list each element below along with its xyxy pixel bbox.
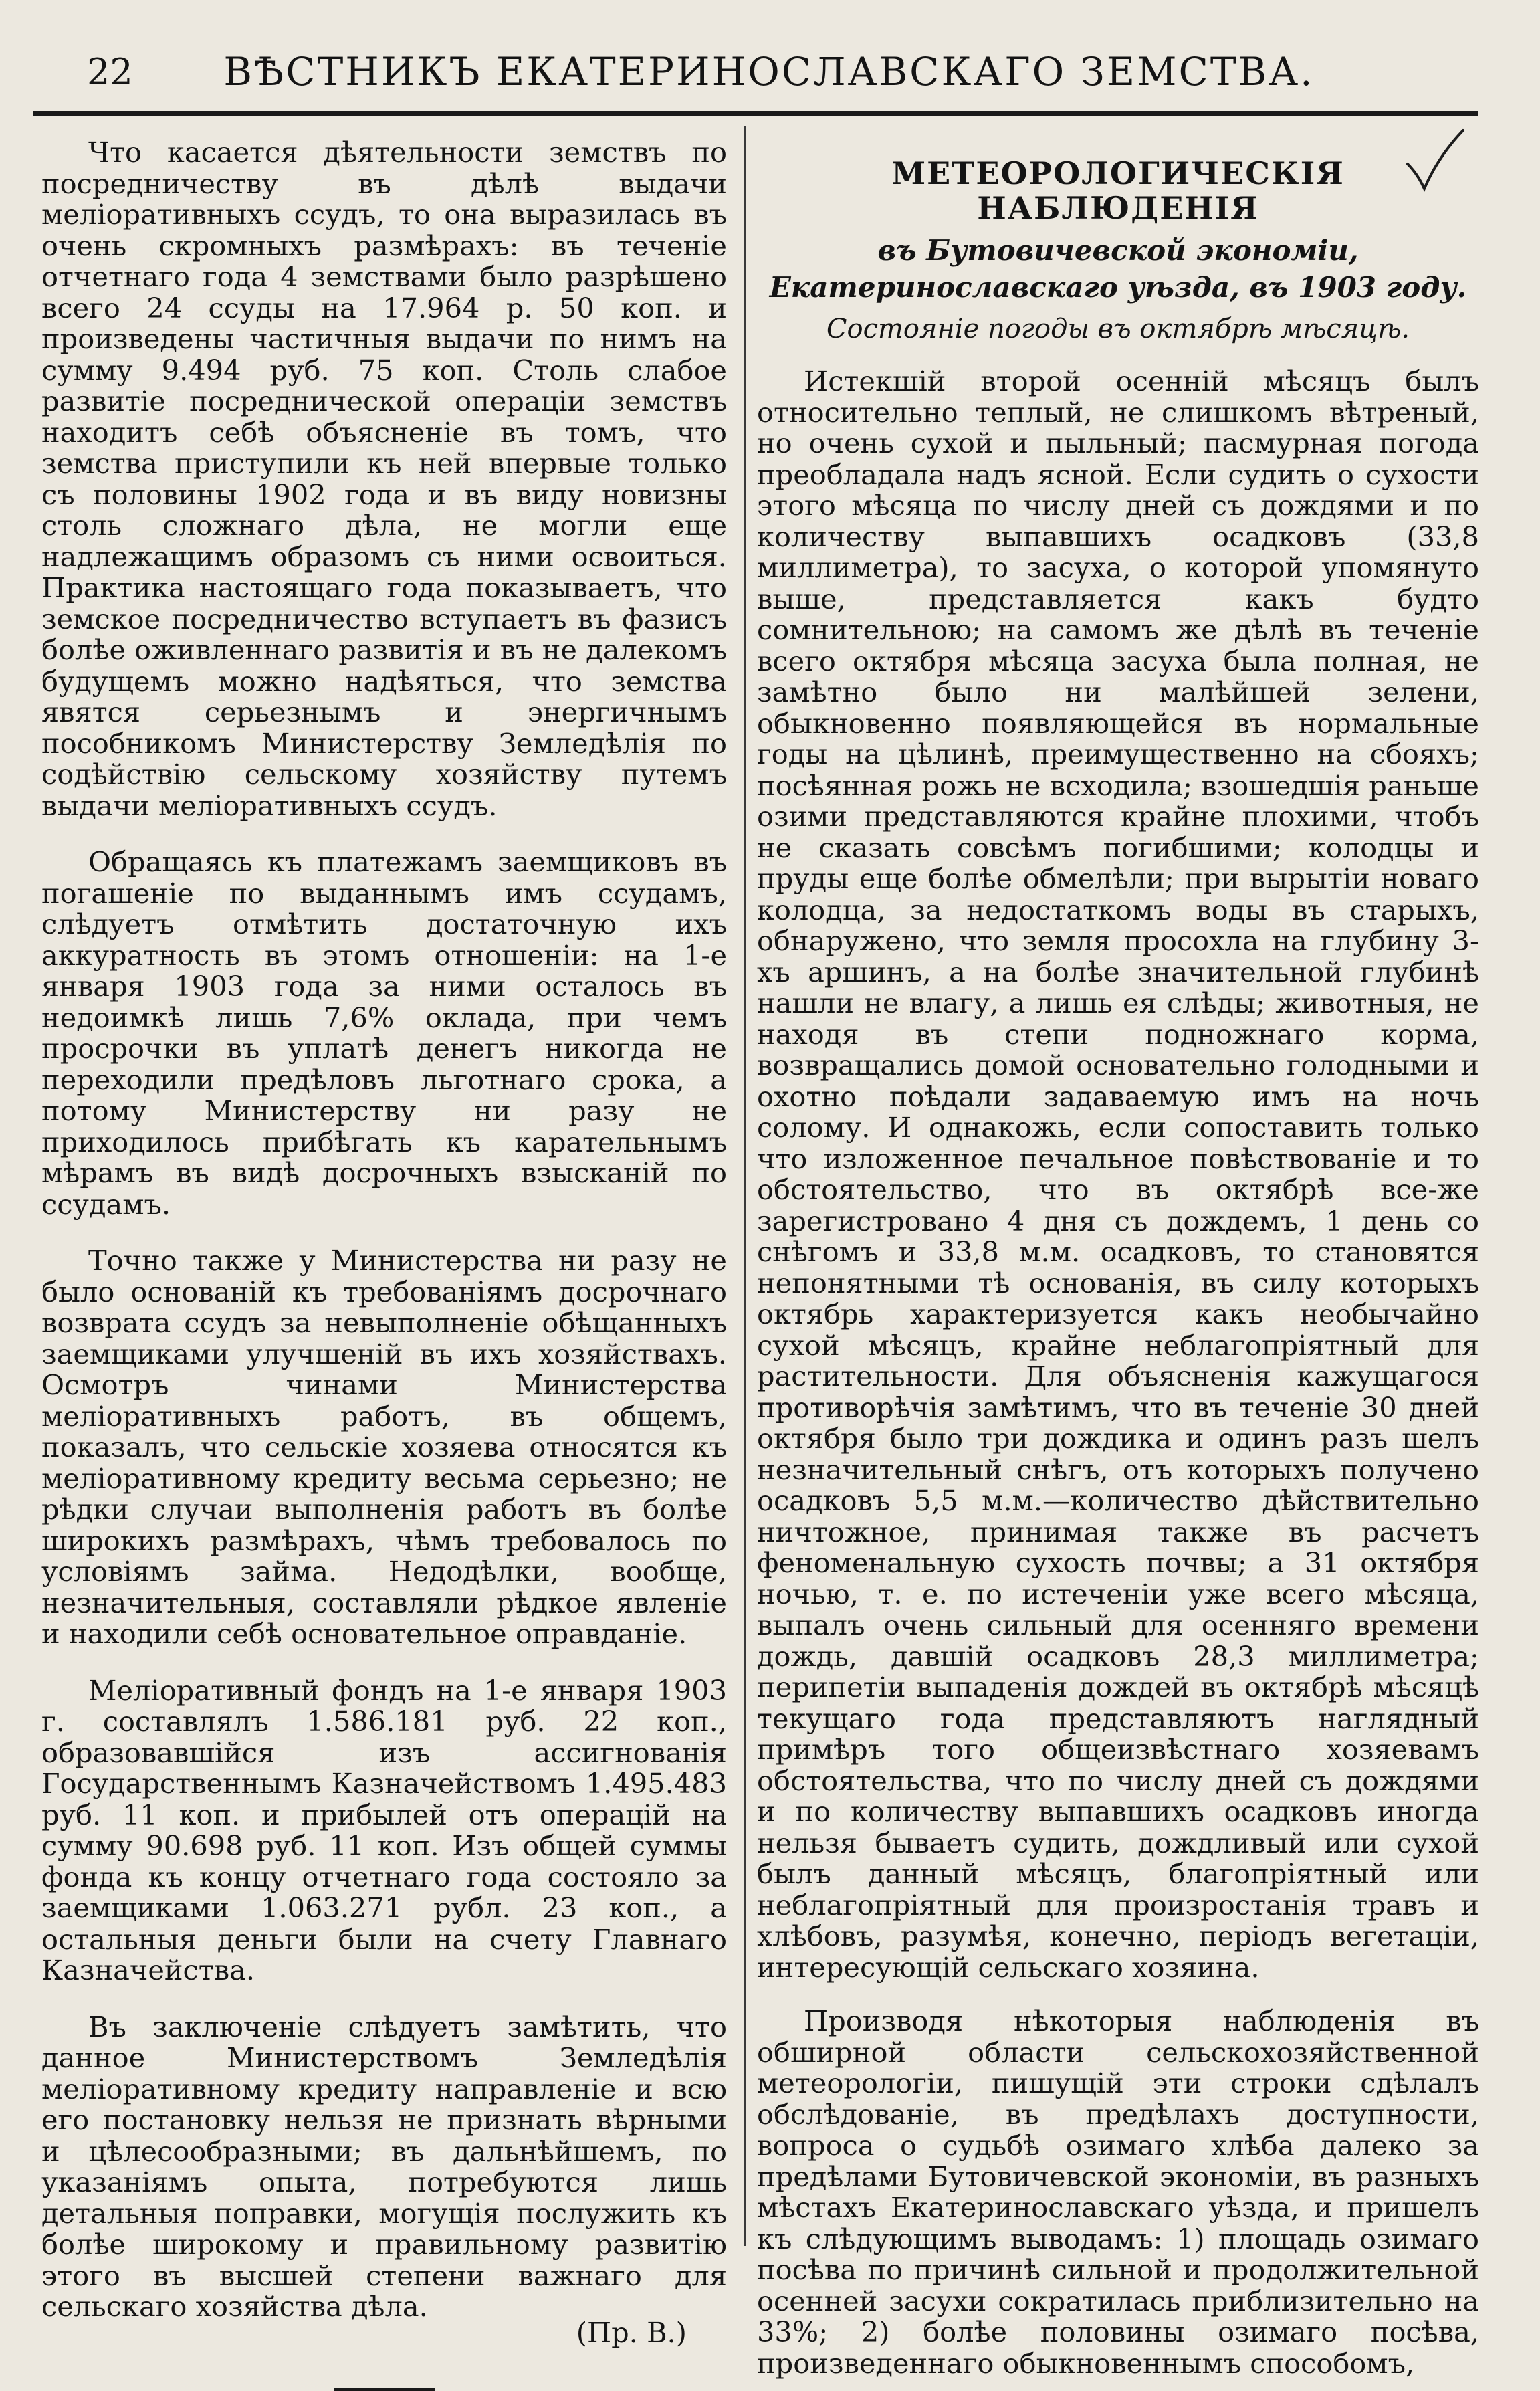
right-column xyxy=(757,137,1479,2380)
column-divider xyxy=(744,126,746,2246)
left-column xyxy=(41,136,727,2349)
paragraph: Обращаясь къ платежамъ заемщиковъ въ погашеніе по выданнымъ имъ ссудамъ, слѣдуетъ отмѣтить достаточную ихъ аккуратность въ этомъ отношеніи: на 1-е января 1903 года за ними осталось въ недоимкѣ лишь 7,6% оклада, при чемъ просрочки въ уплатѣ денегъ никогда не переходили предѣловъ льготнаго срока, а потому Министерству ни разу не приходилось прибѣгать къ карательнымъ мѣрамъ въ видѣ досрочныхъ взысканій по ссудамъ. xyxy=(41,845,727,1221)
paragraph: Меліоративный фондъ на 1-е января 1903 г. составлялъ 1.586.181 руб. 22 коп., образовавшійся изъ ассигнованія Государственнымъ Казначействомъ 1.495.483 руб. 11 коп. и прибылей отъ операцій на сумму 90.698 руб. 11 коп. Изъ общей суммы фонда къ концу отчетнаго года состояло за заемщиками 1.063.271 рубл. 23 коп., а остальныя деньги были на счету Главнаго Казначейства. xyxy=(41,1673,727,1986)
paragraph: Производя нѣкоторыя наблюденія въ обширной области сельскохозяйственной метеорологіи, пишущій эти строки сдѣлалъ обслѣдованіе, въ предѣлахъ доступности, вопроса о судьбѣ озимаго хлѣба далеко за предѣлами Бутовичевской экономіи, въ разныхъ мѣстахъ Екатеринославскаго уѣзда, и пришелъ къ слѣдующимъ выводамъ: 1) площадь озимаго посѣва по причинѣ сильной и продолжительной осенней засухи сократилась приблизительно на 33%; 2) болѣе половины озимаго посѣва, произведеннаго обыкновеннымъ способомъ, xyxy=(757,2004,1479,2380)
paragraph: Истекшій второй осенній мѣсяцъ былъ относительно теплый, не слишкомъ вѣтреный, но очень сухой и пыльный; пасмурная погода преобладала надъ ясной. Если судить о сухости этого мѣсяца по числу дней съ дождями и по количеству выпавшихъ осадковъ (33,8 миллиметра), то засуха, о которой упомянуто выше, представляется какъ будто сомнительною; на самомъ же дѣлѣ въ теченіе всего октября мѣсяца засуха была полная, не замѣтно было ни малѣйшей зелени, обыкновенно появляющейся въ нормальные годы на цѣлинѣ, преимущественно на сбояхъ; посѣянная рожь не всходила; взошедшія раньше озими представляются крайне плохими, чтобъ не сказать совсѣмъ погибшими; колодцы и пруды еще болѣе обмелѣли; при вырытіи новаго колодца, за недостаткомъ воды въ старыхъ, обнаружено, что земля просохла на глубину 3-хъ аршинъ, а на болѣе значительной глубинѣ нашли не влагу, а лишь ея слѣды; животныя, не находя въ степи подножнаго корма, возвращались домой основательно голодными и охотно поѣдали задаваемую имъ на ночь солому. И однакожь, если сопоставить только что изложенное печальное повѣствованіе и то обстоятельство, что въ октябрѣ все-же зарегистровано 4 дня съ дождемъ, 1 день со снѣгомъ и 33,8 м.м. осадковъ, то становятся непонятными тѣ основанія, въ силу которыхъ октябрь характеризуется какъ необычайно сухой мѣсяцъ, крайне неблагопріятный для растительности. Для объясненія кажущагося противорѣчія замѣтимъ, что въ теченіе 30 дней октября было три дождика и одинъ разъ шелъ незначительный снѣгъ, отъ которыхъ получено осадковъ 5,5 м.м.—количество дѣйствительно ничтожное, принимая также въ расчетъ феноменальную сухость почвы; а 31 октября ночью, т. е. по истеченіи уже всего мѣсяца, выпалъ очень сильный для осенняго времени дождь, давшій осадковъ 28,3 миллиметра; перипетіи выпаденія дождей въ октябрѣ мѣсяцѣ текущаго года представляютъ наглядный примѣръ того общеизвѣстнаго хозяевамъ обстоятельства, что по числу дней съ дождями и по количеству выпавшихъ осадковъ иногда нельзя бываетъ судить, дождливый или сухой былъ данный мѣсяцъ, благопріятный или неблагопріятный для произростанія травъ и хлѣбовъ, разумѣя, конечно, періодъ вегетаціи, интересующій сельскаго хозяина. xyxy=(757,365,1479,1984)
header-rule xyxy=(33,111,1478,116)
signature: (Пр. В.) xyxy=(576,2315,687,2349)
article-heading: МЕТЕОРОЛОГИЧЕСКІЯ НАБЛЮДЕНІЯ xyxy=(891,155,1345,226)
article-subtitle: Состояніе погоды въ октябрѣ мѣсяцѣ. xyxy=(826,314,1410,344)
paragraph: Что касается дѣятельности земствъ по посредничеству въ дѣлѣ выдачи меліоративныхъ ссудъ, то она выразилась въ очень скромныхъ размѣрахъ: въ теченіе отчетнаго года 4 земствами было разрѣшено всего 24 ссуды на 17.964 р. 50 коп. и произведены частичныя выдачи по нимъ на сумму 9.494 руб. 75 коп. Столь слабое развитіе посреднической операціи земствъ находитъ себѣ объясненіе въ томъ, что земства приступили къ ней впервые только съ половины 1902 года и въ виду новизны столь сложнаго дѣла, не могли еще надлежащимъ образомъ съ ними освоиться. Практика настоящаго года показываетъ, что земское посредничество вступаетъ въ фазисъ болѣе оживленнаго развитія и въ не далекомъ будущемъ можно надѣяться, что земства явятся серьезнымъ и энергичнымъ пособникомъ Министерству Земледѣлія по содѣйствію сельскому хозяйству путемъ выдачи меліоративныхъ ссудъ. xyxy=(41,136,727,822)
running-title: ВѢСТНИКЪ ЕКАТЕРИНОСЛАВСКАГО ЗЕМСТВА. xyxy=(223,49,1315,94)
paragraph: Точно также у Министерства ни разу не было основаній къ требованіямъ досрочнаго возврата ссудъ за невыполненіе обѣщанныхъ заемщиками улучшеній въ ихъ хозяйствахъ. Осмотръ чинами Министерства меліоративныхъ работъ, въ общемъ, показалъ, что сельскіе хозяева относятся къ меліоративному кредиту весьма серьезно; не рѣдки случаи выполненія работъ въ болѣе широкихъ размѣрахъ, чѣмъ требовалось по условіямъ займа. Недодѣлки, вообще, незначительныя, составляли рѣдкое явленіе и находили себѣ основательное оправданіе. xyxy=(41,1244,727,1650)
article-heading-sub: въ Бутовичевской экономіи, Екатеринославскаго уѣзда, въ 1903 году. xyxy=(769,234,1467,304)
end-rule xyxy=(334,2388,435,2391)
page-number: 22 xyxy=(87,51,133,93)
paragraph: Въ заключеніе слѣдуетъ замѣтить, что данное Министерствомъ Земледѣлія меліоративному кредиту направленіе и всю его постановку нельзя не признать вѣрными и цѣлесообразными; въ дальнѣйшемъ, по указаніямъ опыта, потребуются лишь детальныя поправки, могущія послужить къ болѣе широкому и правильному развитію этого въ высшей степени важнаго для сельскаго хозяйства дѣла. xyxy=(41,2010,727,2323)
